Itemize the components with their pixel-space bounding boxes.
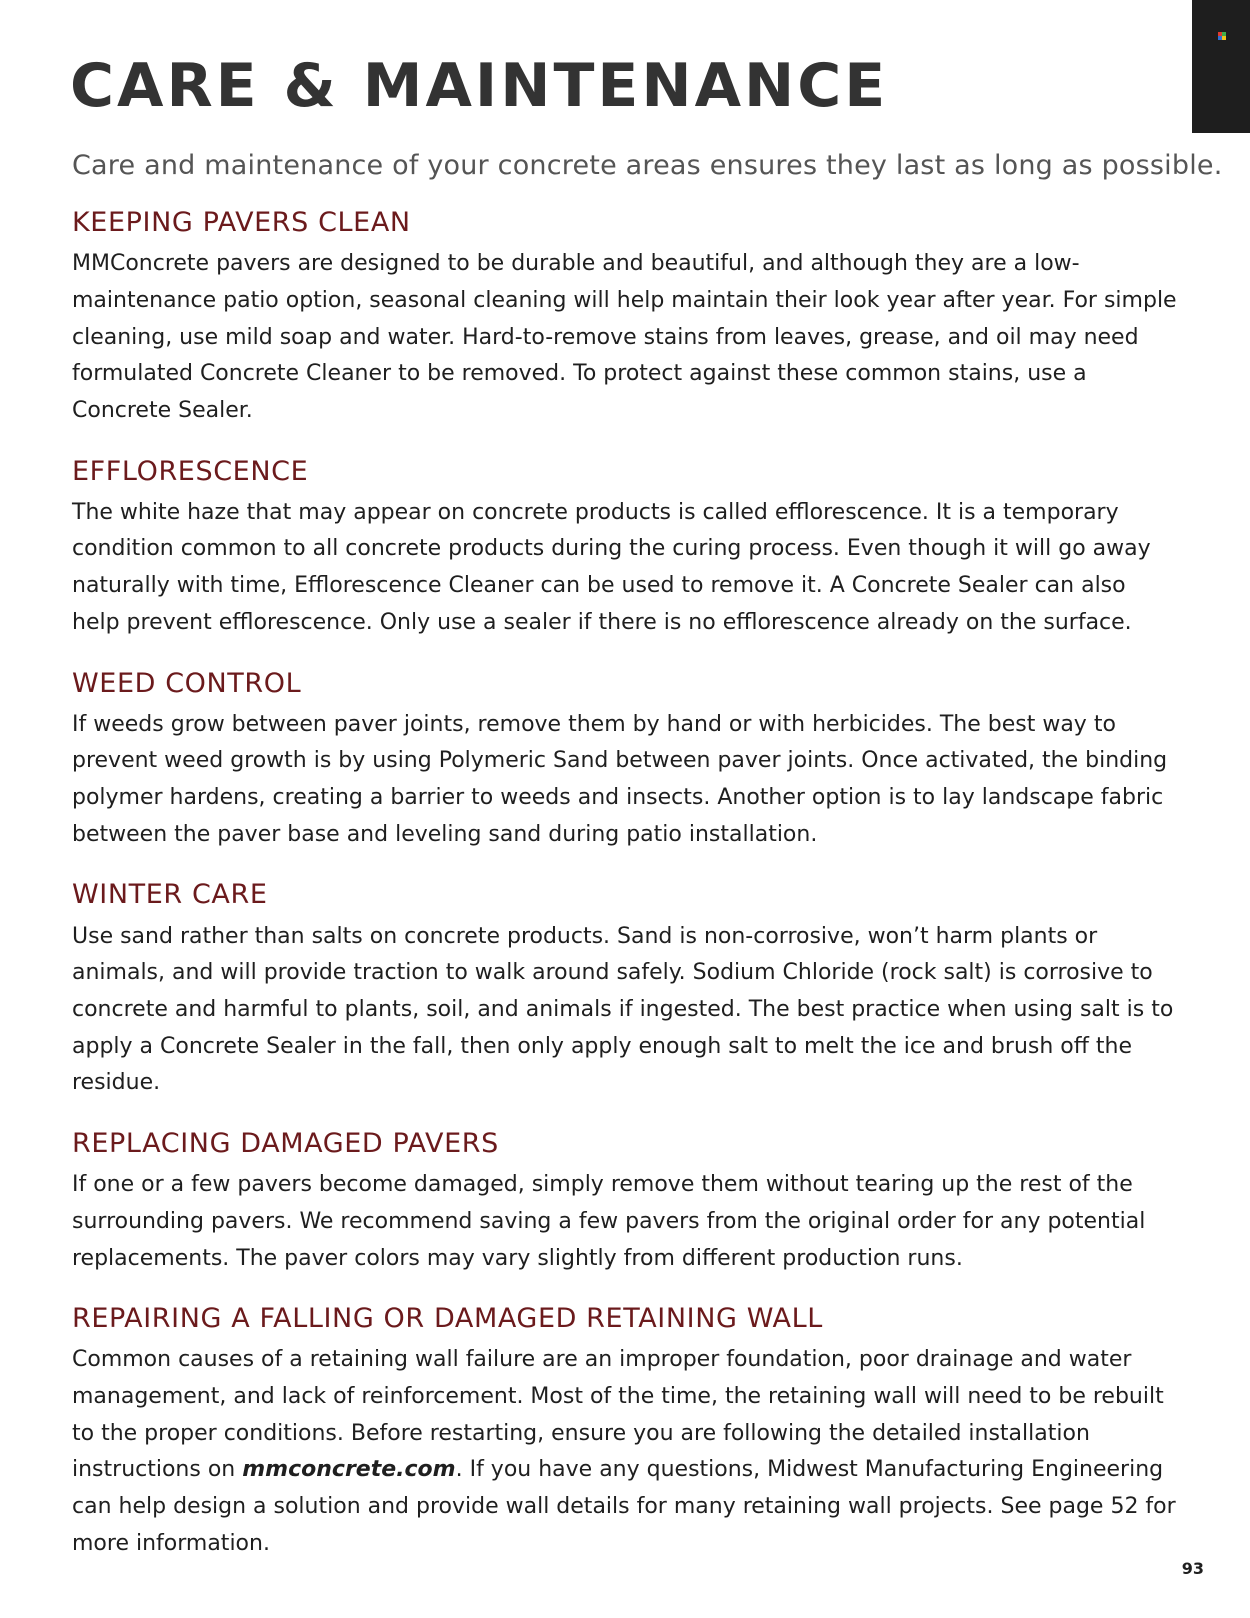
section-heading: EFFLORESCENCE	[72, 455, 309, 487]
section-body: The white haze that may appear on concrete products is called efflorescence. It is a temporary condition common to all concrete products during the curing process. Even though it will go away naturally with time, Efflorescence Cleaner can be used to remove it. A Concrete Sealer can also help prevent efflorescence. Only use a sealer if there is no efflorescence already on the surface.	[72, 499, 1151, 635]
section-body: If one or a few pavers become damaged, simply remove them without tearing up the rest of the surrounding pavers. We recommend saving a few pavers from the original order for any potential replacements. The paver colors may vary slightly from different production runs.	[72, 1172, 1146, 1271]
section-heading: REPAIRING A FALLING OR DAMAGED RETAINING WALL	[72, 1303, 823, 1335]
website-link[interactable]: mmconcrete.com	[242, 1457, 456, 1483]
section-heading: KEEPING PAVERS CLEAN	[72, 207, 411, 238]
body-text-after-link: . If you have any questions, Midwest Manufacturing Engineering can help design a solution and provide wall details for many retaining wall projects. See page 52 for more information.	[72, 1457, 1176, 1556]
section-body: Use sand rather than salts on concrete products. Sand is non-corrosive, won’t harm plants or animals, and will provide traction to walk around safely. Sodium Chloride (rock salt) is corrosive to concrete and harmful to plants, soil, and animals if ingested. The best practice when using salt is to apply a Concrete Sealer in the fall, then only apply enough salt to melt the ice and brush off the residue.	[72, 923, 1174, 1096]
color-mark-yellow	[1222, 36, 1226, 40]
page-number: 93	[1181, 1559, 1204, 1578]
body-text-before-link: Common causes of a retaining wall failure are an improper foundation, poor drainage and water management, and lack of reinforcement. Most of the time, the retaining wall will need to be rebuilt to the proper conditions. Before restarting, ensure you are following the detailed installation instructions on	[72, 1347, 1164, 1483]
section-winter-care	[72, 877, 1177, 1102]
section-heading: WEED CONTROL	[72, 667, 302, 699]
section-efflorescence	[72, 454, 1177, 642]
section-replacing-damaged-pavers	[72, 1126, 1177, 1277]
section-weed-control	[72, 666, 1177, 854]
section-heading: REPLACING DAMAGED PAVERS	[72, 1128, 499, 1160]
section-keeping-pavers-clean	[72, 205, 1177, 430]
main-content	[72, 205, 1177, 1587]
color-mark-icon	[1218, 32, 1226, 40]
section-repairing-retaining-wall	[72, 1301, 1177, 1562]
section-body: MMConcrete pavers are designed to be durable and beautiful, and although they are a low-maintenance patio option, seasonal cleaning will help maintain their look year after year. For simple cleaning, use mild soap and water. Hard-to-remove stains from leaves, grease, and oil may need formulated Concrete Cleaner to be removed. To protect against these common stains, use a Concrete Sealer.	[72, 251, 1177, 423]
section-body: If weeds grow between paver joints, remove them by hand or with herbicides. The best way to prevent weed growth is by using Polymeric Sand between paver joints. Once activated, the binding polymer hardens, creating a barrier to weeds and insects. Another option is to lay landscape fabric between the paver base and leveling sand during patio installation.	[72, 711, 1168, 847]
page-title: CARE & MAINTENANCE	[70, 51, 889, 121]
corner-tab	[1192, 0, 1250, 133]
section-heading: WINTER CARE	[72, 879, 268, 911]
page-subtitle: Care and maintenance of your concrete areas ensures they last as long as possible.	[72, 150, 1223, 181]
section-body	[72, 1342, 1177, 1562]
